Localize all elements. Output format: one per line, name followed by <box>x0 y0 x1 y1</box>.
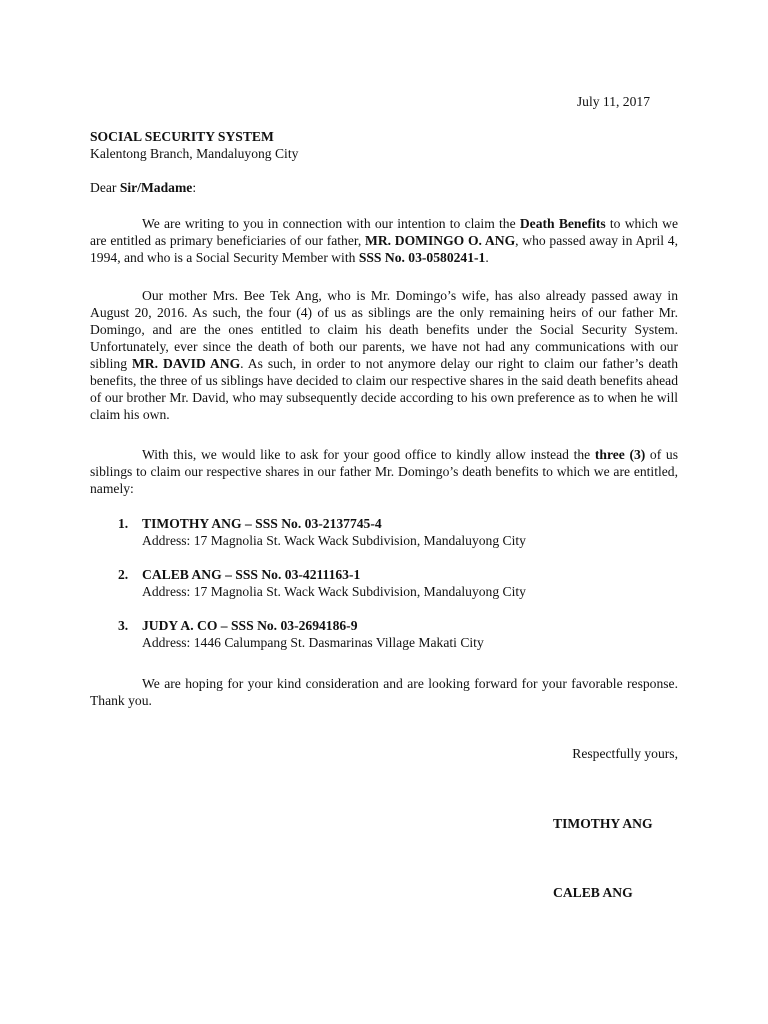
paragraph-text: Our mother Mrs. Bee Tek Ang, who is Mr. Domingo’s wife, has also already passed away in August 20, 2016. As such, the four (4) of us as siblings are the only remaining heirs of our father Mr. Domingo, and are the ones entitled to claim his death benefits under the Social Security System. Unfortunately, ever since the death of both our parents, we have not had any communications with our sibling <box>90 288 678 371</box>
recipient-org: SOCIAL SECURITY SYSTEM <box>90 129 274 144</box>
closing-salutation: Respectfully yours, <box>572 746 678 761</box>
beneficiary-address: Address: 17 Magnolia St. Wack Wack Subdivision, Mandaluyong City <box>142 533 526 548</box>
paragraph-request <box>90 446 678 497</box>
list-item <box>118 515 678 549</box>
paragraph-text: With this, we would like to ask for your good office to kindly allow instead the <box>142 447 595 462</box>
paragraph-text: . <box>485 250 489 265</box>
salutation-suffix: : <box>192 180 197 195</box>
signer-name: CALEB ANG <box>553 885 633 900</box>
beneficiary-heading: TIMOTHY ANG – SSS No. 03-2137745-4 <box>142 516 382 531</box>
paragraph-closing <box>90 675 678 709</box>
list-number: 2. <box>118 567 129 582</box>
paragraph-intro <box>90 215 678 266</box>
signer-name: TIMOTHY ANG <box>553 816 653 831</box>
death-benefits-emphasis: Death Benefits <box>519 216 606 231</box>
paragraph-text: to which we are entitled as primary beneficiaries of our father, <box>90 216 679 248</box>
salutation <box>90 179 196 196</box>
recipient-block <box>90 128 298 162</box>
beneficiary-list <box>118 515 678 668</box>
recipient-branch: Kalentong Branch, Mandaluyong City <box>90 146 299 161</box>
three-emphasis: three (3) <box>594 447 646 462</box>
list-number: 3. <box>118 618 129 633</box>
salutation-prefix: Dear <box>90 180 120 195</box>
father-sss-number: SSS No. 03-0580241-1 <box>358 250 486 265</box>
paragraph-text: , who passed away in April 4, 1994, and who is a Social Security Member with <box>90 233 678 265</box>
paragraph-text: . As such, in order to not anymore delay our right to claim our father’s death benefits, the three of us siblings have decided to claim our respective shares in the said death benefits ahead of our brother Mr. David, who may subsequently decide according to his own preference as to when he will claim his own. <box>90 356 678 422</box>
sibling-name: MR. DAVID ANG <box>131 356 241 371</box>
paragraph-heirs <box>90 287 678 423</box>
paragraph-text: of us siblings to claim our respective shares in our father Mr. Domingo’s death benefits to which we are entitled, namely: <box>90 447 678 496</box>
salutation-name: Sir/Madame <box>119 180 193 195</box>
father-name: MR. DOMINGO O. ANG <box>365 233 516 248</box>
beneficiary-address: Address: 17 Magnolia St. Wack Wack Subdivision, Mandaluyong City <box>142 584 526 599</box>
list-item <box>118 617 678 651</box>
beneficiary-heading: JUDY A. CO – SSS No. 03-2694186-9 <box>142 618 358 633</box>
paragraph-text: We are hoping for your kind consideration and are looking forward for your favorable response. Thank you. <box>90 676 678 708</box>
letter-date: July 11, 2017 <box>576 94 650 109</box>
list-item <box>118 566 678 600</box>
beneficiary-heading: CALEB ANG – SSS No. 03-4211163-1 <box>142 567 361 582</box>
paragraph-text: We are writing to you in connection with our intention to claim the <box>142 216 520 231</box>
list-number: 1. <box>118 516 129 531</box>
beneficiary-address: Address: 1446 Calumpang St. Dasmarinas Village Makati City <box>142 635 484 650</box>
